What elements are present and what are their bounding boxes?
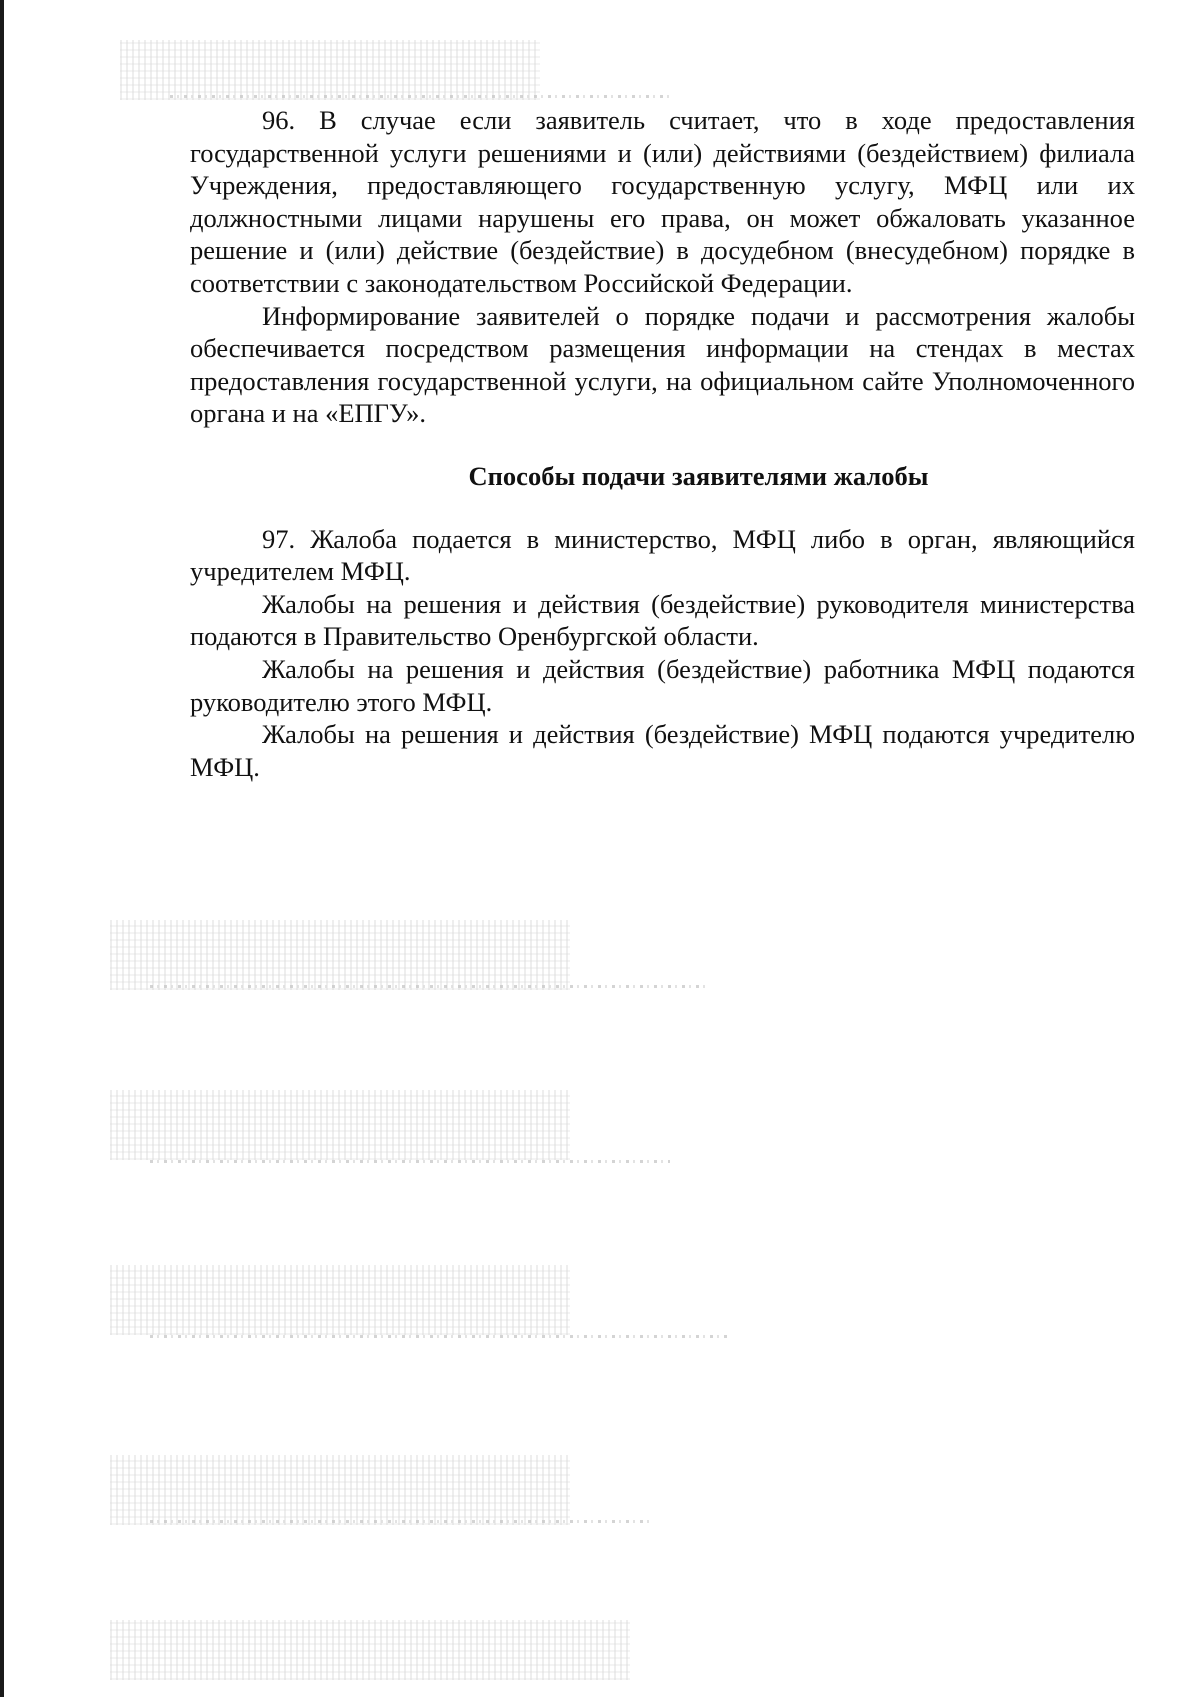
scan-artifact	[110, 1455, 570, 1525]
scan-artifact	[110, 1265, 570, 1335]
scan-artifact	[150, 1335, 730, 1338]
paragraph-96: 96. В случае если заявитель считает, что в ходе предоставления государственной услуги решениями и (или) действиями (бездействием) филиала Учреждения, предоставляющего государственную услугу, МФЦ или их должностными лицами нарушены его права, он может обжаловать указанное решение и (или) действие (бездействие) в досудебном (внесудебном) порядке в соответствии с законодательством Российской Федерации.	[190, 105, 1135, 298]
scan-artifact	[110, 920, 570, 990]
scan-artifact	[110, 1620, 630, 1680]
scan-artifact	[150, 1160, 670, 1163]
paragraph-97: 97. Жалоба подается в министерство, МФЦ либо в орган, являющийся учредителем МФЦ.	[190, 523, 1135, 587]
scan-artifact	[170, 95, 670, 98]
scan-artifact	[110, 1090, 570, 1160]
scan-left-edge	[0, 0, 4, 1697]
document-page	[190, 104, 1135, 783]
paragraph-ministry-head: Жалобы на решения и действия (бездействие) руководителя министерства подаются в Правительство Оренбургской области.	[190, 588, 1135, 652]
scan-artifact	[150, 1520, 650, 1523]
section-heading: Способы подачи заявителями жалобы	[468, 460, 929, 491]
paragraph-informing: Информирование заявителей о порядке подачи и рассмотрения жалобы обеспечивается посредством размещения информации на стендах в местах предоставления государственной услуги, на официальном сайте Уполномоченного органа и на «ЕПГУ».	[190, 300, 1135, 429]
paragraph-mfc-worker: Жалобы на решения и действия (бездействие) работника МФЦ подаются руководителю этого МФЦ.	[190, 653, 1135, 717]
scan-artifact	[150, 985, 710, 988]
scan-artifact	[120, 40, 540, 100]
paragraph-mfc: Жалобы на решения и действия (бездействие) МФЦ подаются учредителю МФЦ.	[190, 719, 1135, 782]
